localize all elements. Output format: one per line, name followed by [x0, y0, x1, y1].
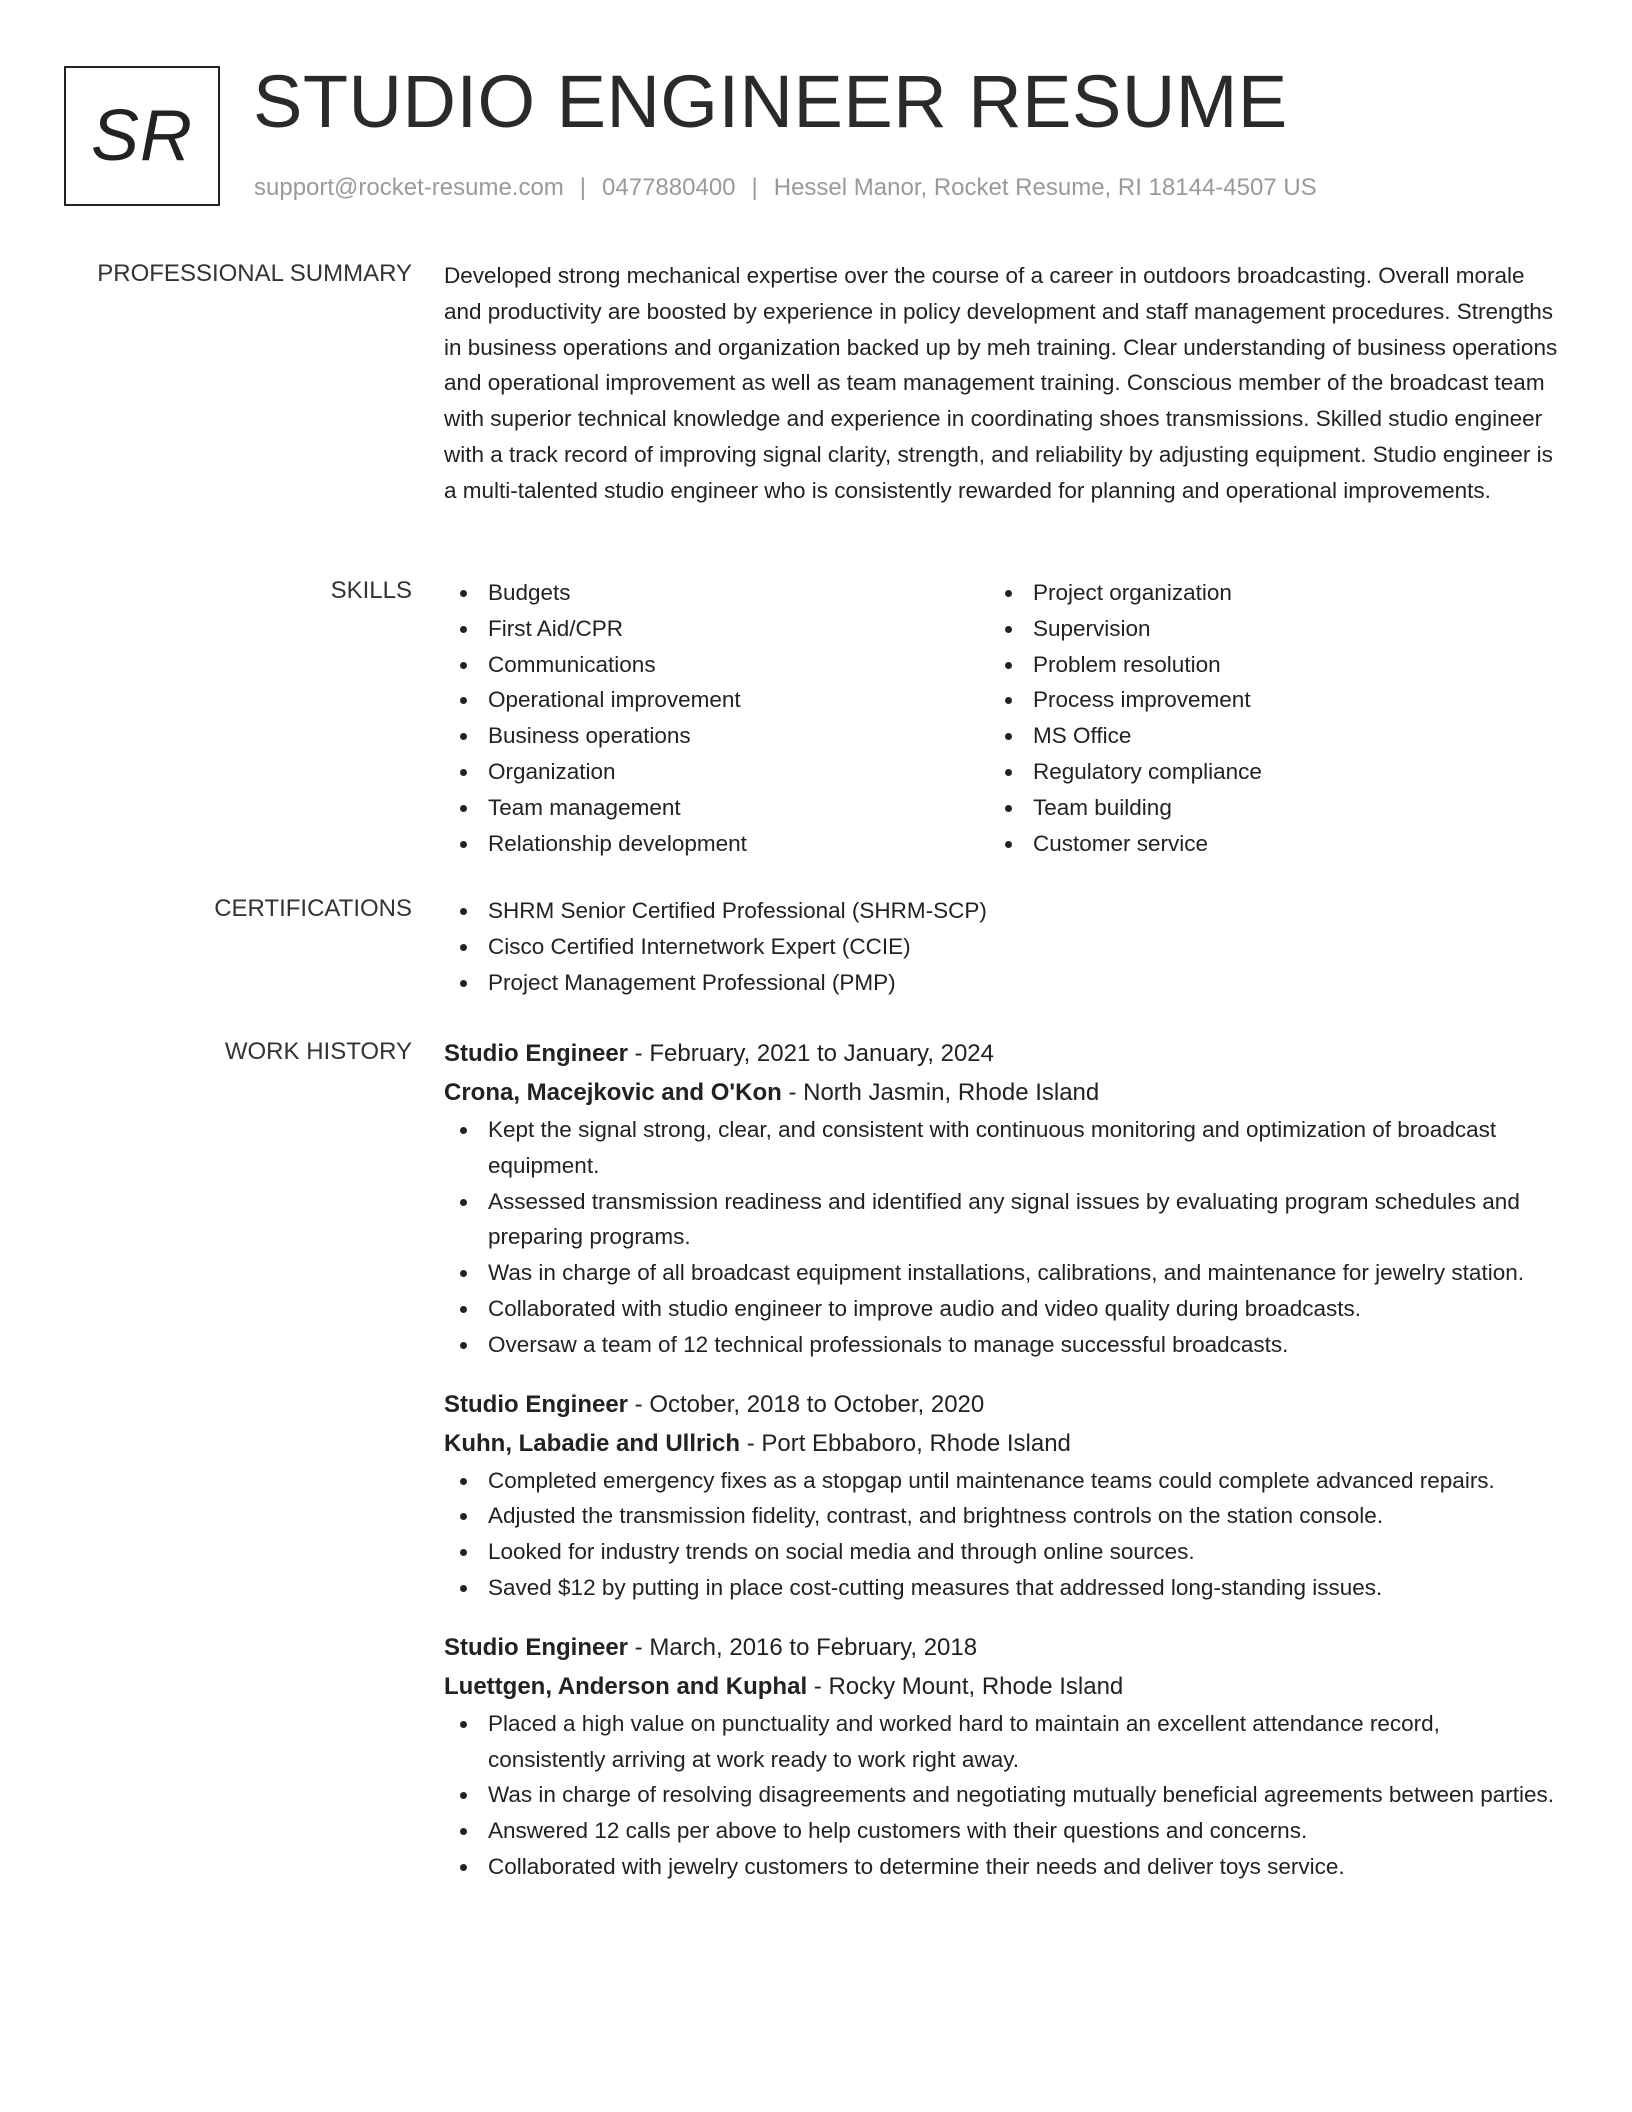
job-title-line [444, 1628, 1560, 1667]
job-dates: - March, 2016 to February, 2018 [628, 1633, 978, 1661]
certification-item: SHRM Senior Certified Professional (SHRM-SCP) [444, 893, 1560, 929]
job-company-line [444, 1424, 1560, 1463]
job-company: Luettgen, Anderson and Kuphal [444, 1672, 808, 1700]
skill-item: Project organization [989, 575, 1534, 611]
job-bullets [444, 1463, 1560, 1606]
job-title: Studio Engineer [444, 1040, 629, 1067]
contact-separator: | [751, 174, 758, 201]
job-bullet: Completed emergency fixes as a stopgap until maintenance teams could complete advanced repairs. [444, 1463, 1560, 1499]
job-bullet: Was in charge of all broadcast equipment installations, calibrations, and maintenance for jewelry station. [444, 1255, 1560, 1291]
job-location: - North Jasmin, Rhode Island [781, 1079, 1100, 1106]
skill-item: Regulatory compliance [989, 754, 1534, 790]
skills-heading: SKILLS [330, 577, 412, 604]
contact-email[interactable]: support@rocket-resume.com [254, 174, 564, 201]
skills-list-left [444, 575, 989, 861]
skill-item: Organization [444, 754, 989, 790]
skill-item: Customer service [989, 826, 1534, 862]
skills-body [444, 575, 1560, 861]
skill-item: Communications [444, 647, 989, 683]
job-company: Kuhn, Labadie and Ullrich [444, 1429, 741, 1457]
job-bullet: Saved $12 by putting in place cost-cutting measures that addressed long-standing issues. [444, 1570, 1560, 1606]
contact-line [254, 172, 1317, 204]
skill-item: First Aid/CPR [444, 611, 989, 647]
job-company-line [444, 1073, 1560, 1112]
job-title: Studio Engineer [444, 1633, 629, 1661]
contact-separator: | [579, 174, 587, 201]
job-title-line [444, 1034, 1560, 1073]
contact-phone[interactable]: 0477880400 [602, 174, 736, 201]
job-bullet: Collaborated with jewelry customers to determine their needs and deliver toys service. [444, 1849, 1560, 1885]
skill-item: Business operations [444, 718, 989, 754]
summary-body [444, 258, 1560, 509]
certifications-body [444, 893, 1560, 1000]
certifications-heading: CERTIFICATIONS [214, 895, 412, 922]
monogram-initials: SR [90, 96, 194, 176]
skill-item: Team building [989, 790, 1534, 826]
job-title-line [444, 1385, 1560, 1424]
job-entry [444, 1628, 1560, 1885]
job-bullet: Adjusted the transmission fidelity, contrast, and brightness controls on the station console. [444, 1498, 1560, 1534]
job-bullet: Assessed transmission readiness and identified any signal issues by evaluating program schedules and preparing programs. [444, 1184, 1560, 1256]
skill-item: Supervision [989, 611, 1534, 647]
job-bullet: Kept the signal strong, clear, and consistent with continuous monitoring and optimization of broadcast equipment. [444, 1112, 1560, 1184]
certification-item: Project Management Professional (PMP) [444, 965, 1560, 1001]
job-bullet: Placed a high value on punctuality and worked hard to maintain an excellent attendance record, consistently arriving at work ready to work right away. [444, 1706, 1560, 1778]
skill-item: Budgets [444, 575, 989, 611]
certification-item: Cisco Certified Internetwork Expert (CCIE) [444, 929, 1560, 965]
work-history-body [444, 1034, 1560, 1885]
contact-address: Hessel Manor, Rocket Resume, RI 18144-4507 US [773, 174, 1317, 201]
skill-item: Problem resolution [989, 647, 1534, 683]
job-company-line [444, 1667, 1560, 1706]
job-title: Studio Engineer [444, 1390, 629, 1418]
resume-title: STUDIO ENGINEER RESUME [253, 60, 1288, 143]
skill-item: MS Office [989, 718, 1534, 754]
job-dates: - October, 2018 to October, 2020 [628, 1390, 985, 1418]
certifications-list [444, 893, 1560, 1000]
job-entry [444, 1034, 1560, 1363]
job-dates: - February, 2021 to January, 2024 [628, 1040, 995, 1067]
job-bullet: Oversaw a team of 12 technical professionals to manage successful broadcasts. [444, 1327, 1560, 1363]
job-bullets [444, 1706, 1560, 1885]
monogram-box [64, 66, 220, 206]
job-bullet: Looked for industry trends on social media and through online sources. [444, 1534, 1560, 1570]
job-bullet: Collaborated with studio engineer to improve audio and video quality during broadcasts. [444, 1291, 1560, 1327]
skills-list-right [989, 575, 1534, 861]
skill-item: Operational improvement [444, 682, 989, 718]
job-location: - Port Ebbaboro, Rhode Island [740, 1429, 1071, 1457]
job-bullet: Was in charge of resolving disagreements and negotiating mutually beneficial agreements between parties. [444, 1777, 1560, 1813]
work-history-heading: WORK HISTORY [224, 1038, 412, 1065]
job-bullets [444, 1112, 1560, 1363]
summary-text: Developed strong mechanical expertise over the course of a career in outdoors broadcasting. Overall morale and productivity are boosted by experience in policy development and staff management procedures. Strengths in business operations and organization backed up by meh training. Clear understanding of business operations and operational improvement as well as team management training. Conscious member of the broadcast team with superior technical knowledge and experience in coordinating shoes transmissions. Skilled studio engineer with a track record of improving signal clarity, strength, and reliability by adjusting equipment. Studio engineer is a multi-talented studio engineer who is consistently rewarded for planning and operational improvements. [444, 263, 1558, 503]
skill-item: Process improvement [989, 682, 1534, 718]
skill-item: Team management [444, 790, 989, 826]
job-entry [444, 1385, 1560, 1606]
job-bullet: Answered 12 calls per above to help customers with their questions and concerns. [444, 1813, 1560, 1849]
skill-item: Relationship development [444, 826, 989, 862]
summary-heading: PROFESSIONAL SUMMARY [97, 260, 412, 287]
job-location: - Rocky Mount, Rhode Island [807, 1672, 1124, 1700]
job-company: Crona, Macejkovic and O'Kon [444, 1079, 782, 1106]
